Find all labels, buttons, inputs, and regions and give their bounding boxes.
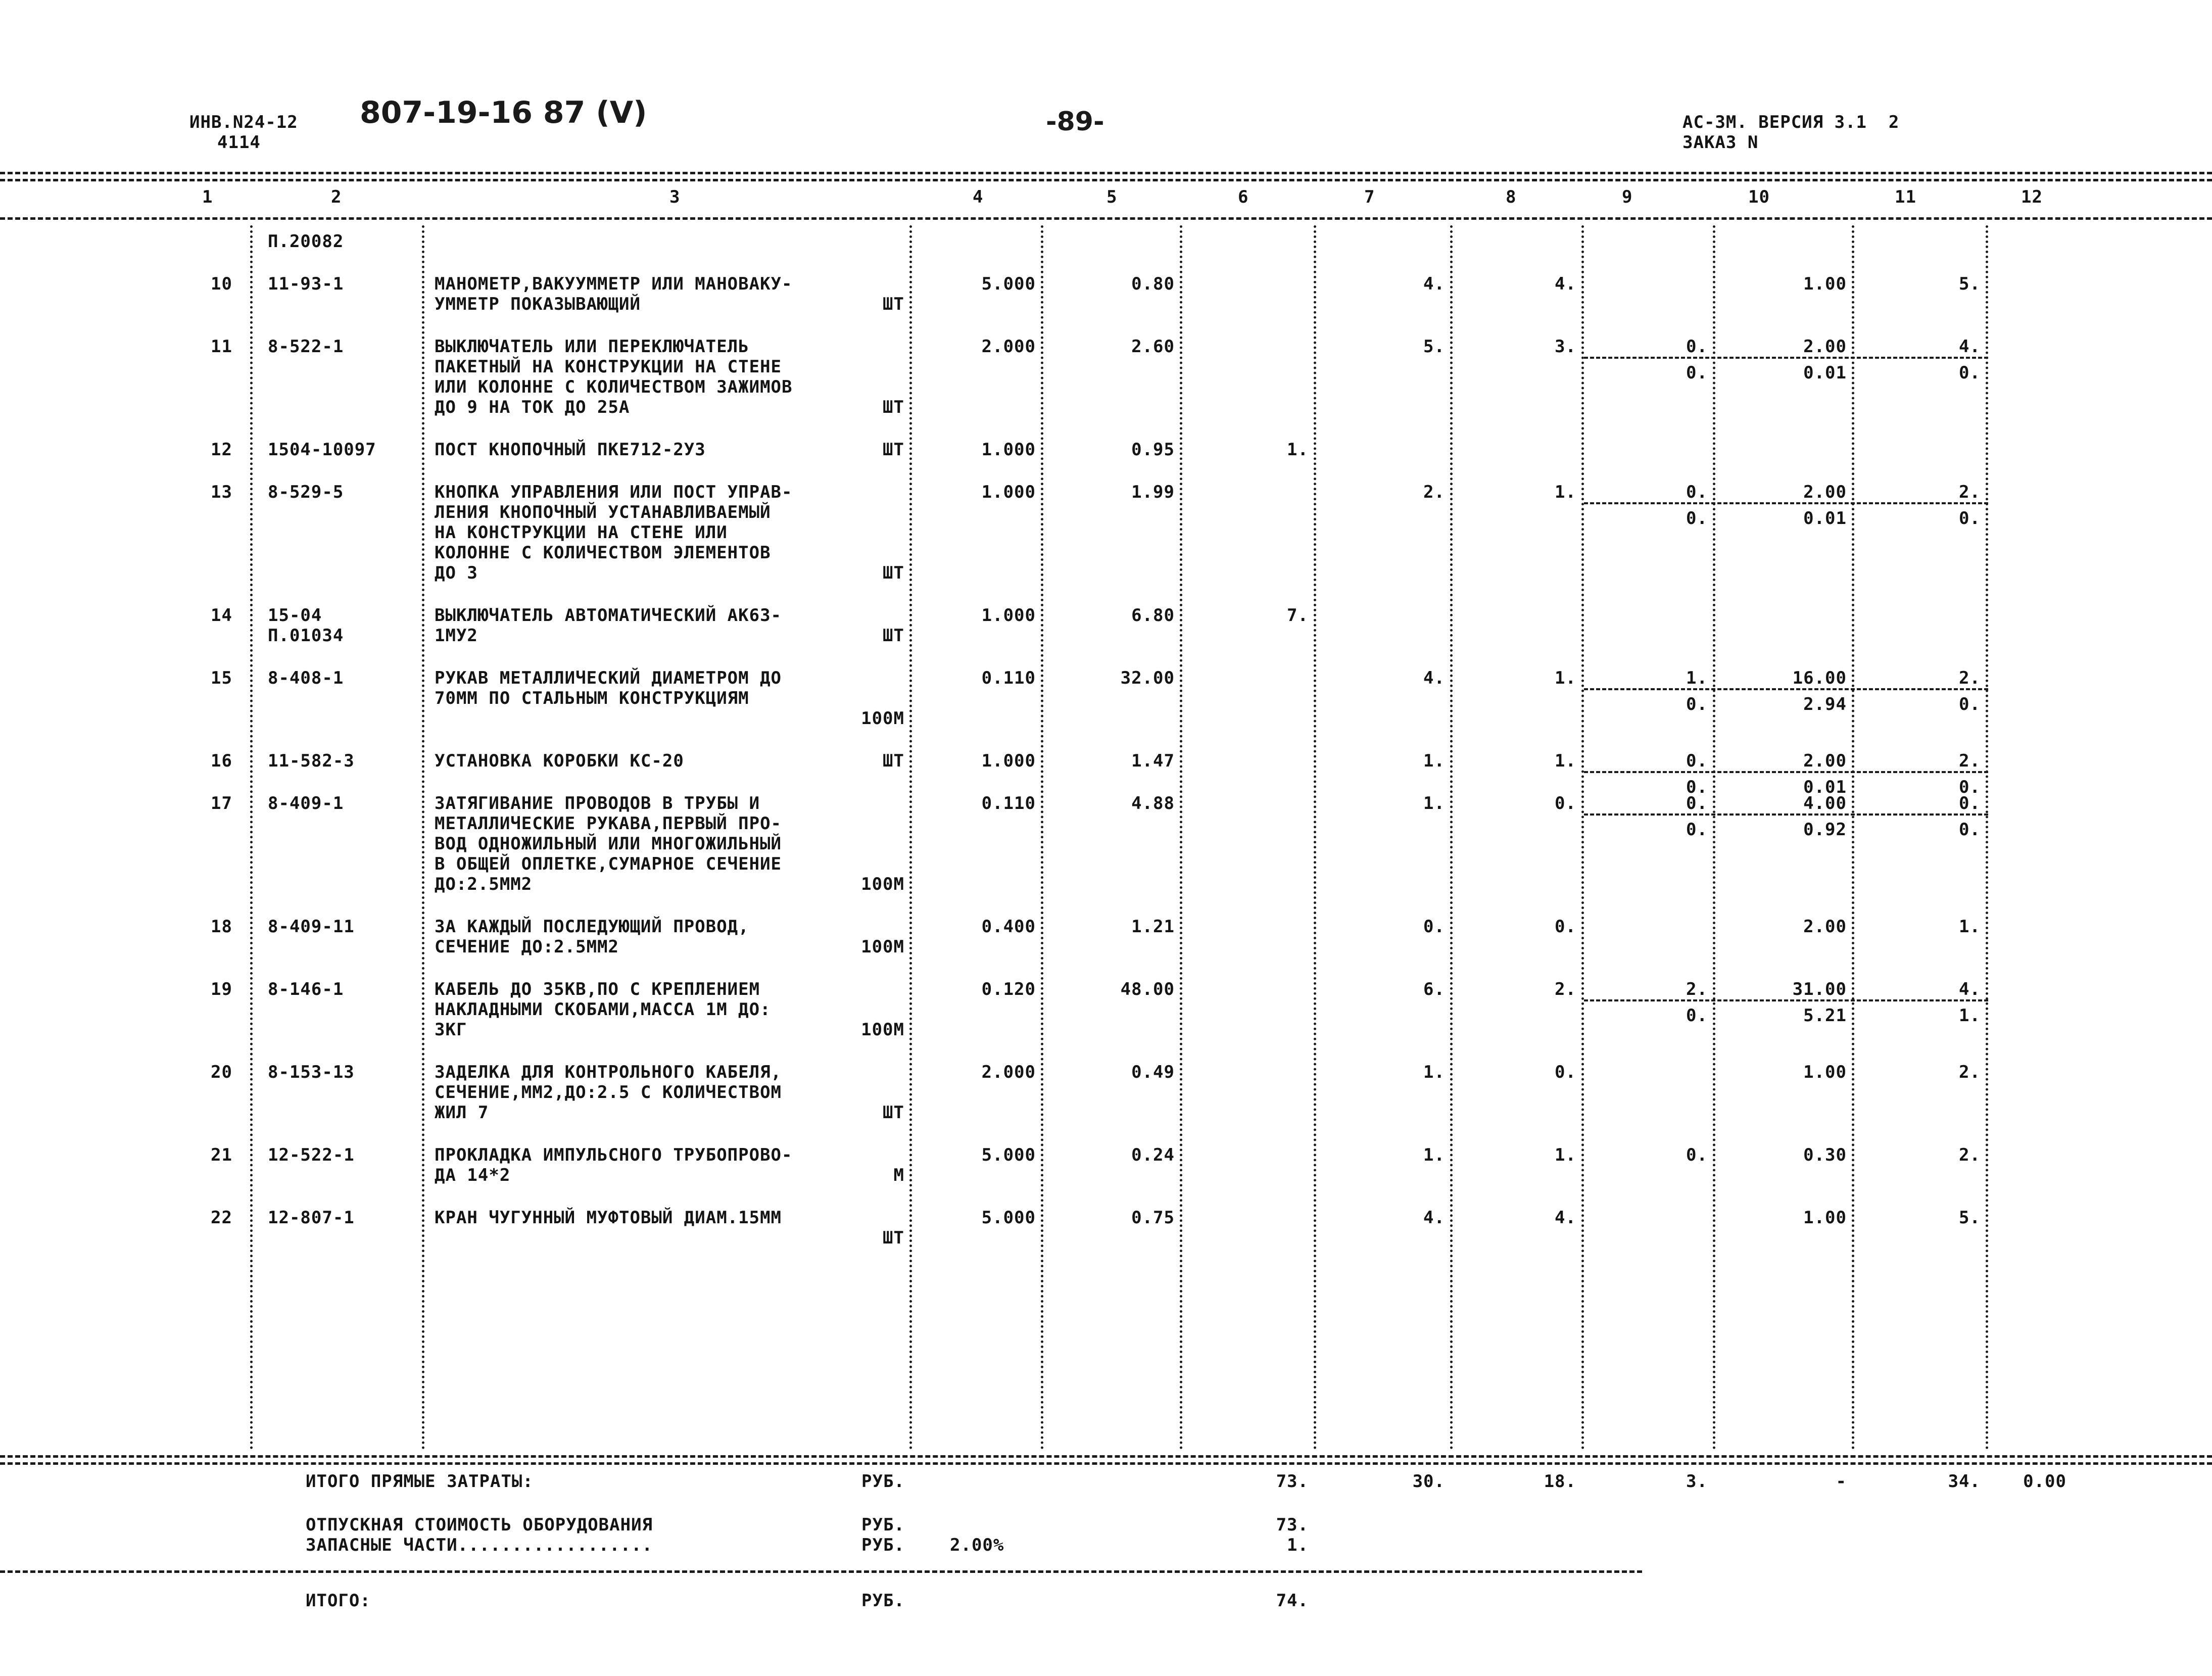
table-row-18-col-11: 1.: [1959, 917, 1981, 937]
table-row-20-unit: ШТ: [883, 1103, 904, 1123]
table-row-pre-code: П.20082: [268, 231, 344, 252]
column-separator-11: [1986, 225, 1988, 1450]
table-row-17-sub-col-9: 0.: [1686, 820, 1708, 840]
table-row-21-number: 21: [211, 1145, 232, 1165]
table-row-19-subtotal-rule: [1584, 999, 1988, 1001]
table-row-21-col-4: 5.000: [981, 1145, 1036, 1165]
spares-col-6: 1.: [1287, 1535, 1309, 1555]
table-row-13-col-4: 1.000: [981, 482, 1036, 502]
table-row-11-col-10: 2.00: [1803, 337, 1847, 357]
table-row-12-number: 12: [211, 440, 232, 460]
table-row-13-col-7: 2.: [1423, 482, 1445, 502]
table-row-22-col-8: 4.: [1555, 1208, 1576, 1228]
table-row-19-col-9: 2.: [1686, 979, 1708, 999]
table-row-11-unit: ШТ: [883, 397, 904, 417]
table-row-16-unit: ШТ: [883, 751, 904, 771]
table-row-19-description: НАКЛАДНЫМИ СКОБАМИ,МАССА 1М ДО:: [435, 999, 771, 1020]
column-number-6: 6: [1238, 187, 1249, 207]
table-row-15-col-4: 0.110: [981, 668, 1036, 688]
table-row-17-col-7: 1.: [1423, 793, 1445, 813]
table-row-17-sub-col-10: 0.92: [1803, 820, 1847, 840]
table-row-17-col-10: 4.00: [1803, 793, 1847, 813]
table-row-15-description: РУКАВ МЕТАЛЛИЧЕСКИЙ ДИАМЕТРОМ ДО: [435, 668, 782, 688]
table-row-21-description: ДА 14*2: [435, 1165, 511, 1185]
table-row-16-number: 16: [211, 751, 232, 771]
total-direct-col-7: 30.: [1412, 1471, 1445, 1492]
totals-top-rule-2: [0, 1462, 2212, 1465]
table-row-17-code: 8-409-1: [268, 793, 344, 813]
table-row-17-description: ДО:2.5ММ2: [435, 874, 533, 894]
table-row-16-subtotal-rule: [1584, 771, 1988, 773]
table-row-19-code: 8-146-1: [268, 979, 344, 999]
total-direct-label: ИТОГО ПРЯМЫЕ ЗАТРАТЫ:: [306, 1471, 534, 1492]
table-row-13-subtotal-rule: [1584, 502, 1988, 504]
inventory-number: ИНВ.N24-12: [189, 112, 298, 132]
table-row-13-description: ДО 3: [435, 563, 478, 583]
table-row-15-col-10: 16.00: [1792, 668, 1847, 688]
column-separator-5: [1180, 225, 1182, 1450]
spares-label: ЗАПАСНЫЕ ЧАСТИ..................: [306, 1535, 653, 1555]
column-separator-3: [909, 225, 912, 1450]
column-number-5: 5: [1107, 187, 1118, 207]
table-row-21-col-11: 2.: [1959, 1145, 1981, 1165]
table-row-13-sub-col-10: 0.01: [1803, 508, 1847, 529]
table-row-12-col-5: 0.95: [1131, 440, 1175, 460]
table-row-20-col-5: 0.49: [1131, 1062, 1175, 1082]
column-separator-8: [1581, 225, 1584, 1450]
table-row-11-col-8: 3.: [1555, 337, 1576, 357]
table-row-16-sub-col-11: 0.: [1959, 777, 1981, 797]
table-row-19-col-8: 2.: [1555, 979, 1576, 999]
table-row-20-col-11: 2.: [1959, 1062, 1981, 1082]
table-row-14-col-4: 1.000: [981, 605, 1036, 626]
table-row-15-col-7: 4.: [1423, 668, 1445, 688]
table-row-10-col-10: 1.00: [1803, 274, 1847, 294]
column-number-10: 10: [1748, 187, 1770, 207]
table-row-20-col-4: 2.000: [981, 1062, 1036, 1082]
table-row-18-code: 8-409-11: [268, 917, 355, 937]
table-row-15-code: 8-408-1: [268, 668, 344, 688]
page-number: -89-: [1046, 107, 1104, 137]
table-row-18-unit: 100М: [861, 937, 904, 957]
column-number-9: 9: [1622, 187, 1633, 207]
table-row-17-col-5: 4.88: [1131, 793, 1175, 813]
table-row-16-col-4: 1.000: [981, 751, 1036, 771]
table-row-12-unit: ШТ: [883, 440, 904, 460]
table-row-14-description: ВЫКЛЮЧАТЕЛЬ АВТОМАТИЧЕСКИЙ АК63-: [435, 605, 782, 626]
table-row-10-unit: ШТ: [883, 294, 904, 314]
column-separator-9: [1713, 225, 1715, 1450]
table-row-17-col-9: 0.: [1686, 793, 1708, 813]
column-separator-6: [1314, 225, 1316, 1450]
table-row-16-code: 11-582-3: [268, 751, 355, 771]
table-row-13-sub-col-9: 0.: [1686, 508, 1708, 529]
table-row-19-number: 19: [211, 979, 232, 999]
table-row-13-unit: ШТ: [883, 563, 904, 583]
table-row-16-col-7: 1.: [1423, 751, 1445, 771]
column-number-3: 3: [669, 187, 681, 207]
table-row-20-number: 20: [211, 1062, 232, 1082]
table-row-14-code: 15-04: [268, 605, 322, 626]
table-row-14-description: 1МУ2: [435, 626, 478, 646]
column-number-7: 7: [1364, 187, 1375, 207]
spares-unit: РУБ.: [861, 1535, 905, 1555]
inventory-suffix: 4114: [217, 132, 261, 153]
table-row-17-number: 17: [211, 793, 232, 813]
table-row-20-description: ЗАДЕЛКА ДЛЯ КОНТРОЛЬНОГО КАБЕЛЯ,: [435, 1062, 782, 1082]
table-row-16-col-11: 2.: [1959, 751, 1981, 771]
table-row-16-col-5: 1.47: [1131, 751, 1175, 771]
table-row-10-col-4: 5.000: [981, 274, 1036, 294]
total-direct-col-9: 3.: [1686, 1471, 1708, 1492]
column-separator-4: [1041, 225, 1043, 1450]
table-row-10-code: 11-93-1: [268, 274, 344, 294]
table-row-13-description: КНОПКА УПРАВЛЕНИЯ ИЛИ ПОСТ УПРАВ-: [435, 482, 793, 502]
table-top-rule-2: [0, 179, 2212, 181]
table-row-19-col-10: 31.00: [1792, 979, 1847, 999]
table-row-11-description: ДО 9 НА ТОК ДО 25А: [435, 397, 630, 417]
table-row-11-col-11: 4.: [1959, 337, 1981, 357]
table-row-19-col-7: 6.: [1423, 979, 1445, 999]
totals-top-rule: [0, 1455, 2212, 1458]
table-row-22-unit: ШТ: [883, 1228, 904, 1248]
table-row-17-subtotal-rule: [1584, 813, 1988, 816]
column-separator-7: [1450, 225, 1453, 1450]
column-number-2: 2: [331, 187, 342, 207]
table-row-18-description: СЕЧЕНИЕ ДО:2.5ММ2: [435, 937, 619, 957]
table-row-17-col-4: 0.110: [981, 793, 1036, 813]
table-row-18-description: ЗА КАЖДЫЙ ПОСЛЕДУЮЩИЙ ПРОВОД,: [435, 917, 749, 937]
table-row-19-sub-col-9: 0.: [1686, 1005, 1708, 1026]
table-row-11-sub-col-11: 0.: [1959, 363, 1981, 383]
table-row-11-col-9: 0.: [1686, 337, 1708, 357]
table-row-19-unit: 100М: [861, 1020, 904, 1040]
table-row-11-sub-col-9: 0.: [1686, 363, 1708, 383]
column-separator-1: [250, 225, 253, 1450]
grand-total-label: ИТОГО:: [306, 1591, 371, 1611]
table-row-21-description: ПРОКЛАДКА ИМПУЛЬСНОГО ТРУБОПРОВО-: [435, 1145, 793, 1165]
column-separator-10: [1852, 225, 1854, 1450]
table-row-19-col-11: 4.: [1959, 979, 1981, 999]
table-row-15-col-11: 2.: [1959, 668, 1981, 688]
grand-total-unit: РУБ.: [861, 1591, 905, 1611]
equipment-label: ОТПУСКНАЯ СТОИМОСТЬ ОБОРУДОВАНИЯ: [306, 1515, 653, 1535]
handwritten-project-code: 807-19-16 87 (Ⅴ): [360, 95, 647, 130]
table-row-20-description: ЖИЛ 7: [435, 1103, 489, 1123]
table-row-18-col-10: 2.00: [1803, 917, 1847, 937]
total-direct-unit: РУБ.: [861, 1471, 905, 1492]
total-direct-col-10: -: [1836, 1471, 1847, 1492]
table-row-12-description: ПОСТ КНОПОЧНЫЙ ПКЕ712-2У3: [435, 440, 706, 460]
table-row-17-description: В ОБЩЕЙ ОПЛЕТКЕ,СУМАРНОЕ СЕЧЕНИЕ: [435, 854, 782, 874]
table-row-19-description: 3КГ: [435, 1020, 467, 1040]
table-row-15-unit: 100М: [861, 708, 904, 729]
table-row-20-description: СЕЧЕНИЕ,ММ2,ДО:2.5 С КОЛИЧЕСТВОМ: [435, 1082, 782, 1103]
table-row-16-col-10: 2.00: [1803, 751, 1847, 771]
table-row-17-sub-col-11: 0.: [1959, 820, 1981, 840]
total-direct-col-11: 34.: [1948, 1471, 1981, 1492]
table-row-13-description: ЛЕНИЯ КНОПОЧНЫЙ УСТАНАВЛИВАЕМЫЙ: [435, 502, 771, 522]
column-number-12: 12: [2021, 187, 2043, 207]
order-number: ЗАКАЗ N: [1682, 132, 1759, 153]
table-row-11-subtotal-rule: [1584, 357, 1988, 359]
table-row-15-col-5: 32.00: [1120, 668, 1175, 688]
table-row-17-description: МЕТАЛЛИЧЕСКИЕ РУКАВА,ПЕРВЫЙ ПРО-: [435, 813, 782, 834]
table-row-14-col-5: 6.80: [1131, 605, 1175, 626]
table-row-13-code: 8-529-5: [268, 482, 344, 502]
equipment-col-6: 73.: [1276, 1515, 1309, 1535]
table-row-18-col-4: 0.400: [981, 917, 1036, 937]
table-row-15-sub-col-9: 0.: [1686, 694, 1708, 714]
table-row-19-col-4: 0.120: [981, 979, 1036, 999]
table-row-22-col-4: 5.000: [981, 1208, 1036, 1228]
table-row-15-description: 70ММ ПО СТАЛЬНЫМ КОНСТРУКЦИЯМ: [435, 688, 749, 708]
table-row-15-sub-col-10: 2.94: [1803, 694, 1847, 714]
table-row-16-col-9: 0.: [1686, 751, 1708, 771]
table-row-11-sub-col-10: 0.01: [1803, 363, 1847, 383]
table-row-20-col-10: 1.00: [1803, 1062, 1847, 1082]
total-direct-col-12: 0.00: [2023, 1471, 2066, 1492]
table-row-19-sub-col-11: 1.: [1959, 1005, 1981, 1026]
table-row-22-code: 12-807-1: [268, 1208, 355, 1228]
table-row-15-col-8: 1.: [1555, 668, 1576, 688]
spares-percent: 2.00%: [950, 1535, 1004, 1555]
table-row-10-number: 10: [211, 274, 232, 294]
column-number-11: 11: [1895, 187, 1916, 207]
table-row-20-code: 8-153-13: [268, 1062, 355, 1082]
table-row-11-col-5: 2.60: [1131, 337, 1175, 357]
table-row-11-code: 8-522-1: [268, 337, 344, 357]
table-row-14-unit: ШТ: [883, 626, 904, 646]
table-row-12-col-6: 1.: [1287, 440, 1309, 460]
table-row-22-col-5: 0.75: [1131, 1208, 1175, 1228]
table-row-17-description: ВОД ОДНОЖИЛЬНЫЙ ИЛИ МНОГОЖИЛЬНЫЙ: [435, 834, 782, 854]
table-row-16-col-8: 1.: [1555, 751, 1576, 771]
column-number-1: 1: [202, 187, 213, 207]
table-row-16-sub-col-10: 0.01: [1803, 777, 1847, 797]
table-row-11-description: ИЛИ КОЛОННЕ С КОЛИЧЕСТВОМ ЗАЖИМОВ: [435, 377, 793, 397]
table-row-21-col-8: 1.: [1555, 1145, 1576, 1165]
table-row-11-description: ПАКЕТНЫЙ НА КОНСТРУКЦИИ НА СТЕНЕ: [435, 357, 782, 377]
total-direct-col-6: 73.: [1276, 1471, 1309, 1492]
table-row-22-description: КРАН ЧУГУННЫЙ МУФТОВЫЙ ДИАМ.15ММ: [435, 1208, 782, 1228]
table-row-10-description: МАНОМЕТР,ВАКУУММЕТР ИЛИ МАНОВАКУ-: [435, 274, 793, 294]
table-row-19-description: КАБЕЛЬ ДО 35КВ,ПО С КРЕПЛЕНИЕМ: [435, 979, 760, 999]
table-row-14-col-6: 7.: [1287, 605, 1309, 626]
table-row-10-col-8: 4.: [1555, 274, 1576, 294]
table-row-15-col-9: 1.: [1686, 668, 1708, 688]
table-row-13-col-10: 2.00: [1803, 482, 1847, 502]
total-direct-col-8: 18.: [1544, 1471, 1576, 1492]
table-row-10-col-7: 4.: [1423, 274, 1445, 294]
table-row-13-number: 13: [211, 482, 232, 502]
table-row-11-number: 11: [211, 337, 232, 357]
table-row-17-col-11: 0.: [1959, 793, 1981, 813]
table-row-10-col-11: 5.: [1959, 274, 1981, 294]
equipment-unit: РУБ.: [861, 1515, 905, 1535]
table-row-13-col-8: 1.: [1555, 482, 1576, 502]
table-row-11-col-7: 5.: [1423, 337, 1445, 357]
table-row-22-col-7: 4.: [1423, 1208, 1445, 1228]
column-separator-2: [422, 225, 424, 1450]
table-row-14-number: 14: [211, 605, 232, 626]
table-row-18-col-5: 1.21: [1131, 917, 1175, 937]
table-row-21-col-5: 0.24: [1131, 1145, 1175, 1165]
table-row-17-col-8: 0.: [1555, 793, 1576, 813]
table-row-22-number: 22: [211, 1208, 232, 1228]
table-row-20-col-8: 0.: [1555, 1062, 1576, 1082]
column-number-4: 4: [973, 187, 984, 207]
table-row-19-sub-col-10: 5.21: [1803, 1005, 1847, 1026]
table-row-15-subtotal-rule: [1584, 688, 1988, 690]
table-row-11-col-4: 2.000: [981, 337, 1036, 357]
table-row-13-description: НА КОНСТРУКЦИИ НА СТЕНЕ ИЛИ: [435, 522, 728, 543]
table-row-15-number: 15: [211, 668, 232, 688]
table-row-12-col-4: 1.000: [981, 440, 1036, 460]
table-row-11-description: ВЫКЛЮЧАТЕЛЬ ИЛИ ПЕРЕКЛЮЧАТЕЛЬ: [435, 337, 749, 357]
table-row-21-col-10: 0.30: [1803, 1145, 1847, 1165]
table-row-13-col-9: 0.: [1686, 482, 1708, 502]
column-number-8: 8: [1506, 187, 1517, 207]
table-row-10-description: УММЕТР ПОКАЗЫВАЮЩИЙ: [435, 294, 641, 314]
table-row-21-col-9: 0.: [1686, 1145, 1708, 1165]
table-row-15-sub-col-11: 0.: [1959, 694, 1981, 714]
table-row-17-description: ЗАТЯГИВАНИЕ ПРОВОДОВ В ТРУБЫ И: [435, 793, 760, 813]
table-row-10-col-5: 0.80: [1131, 274, 1175, 294]
table-row-17-unit: 100М: [861, 874, 904, 894]
table-row-14-code: П.01034: [268, 626, 344, 646]
table-row-21-col-7: 1.: [1423, 1145, 1445, 1165]
grand-total-col-6: 74.: [1276, 1591, 1309, 1611]
table-row-18-col-8: 0.: [1555, 917, 1576, 937]
table-row-13-col-5: 1.99: [1131, 482, 1175, 502]
table-row-21-code: 12-522-1: [268, 1145, 355, 1165]
table-row-21-unit: М: [893, 1165, 904, 1185]
table-row-19-col-5: 48.00: [1120, 979, 1175, 999]
grand-total-rule: [0, 1570, 1642, 1573]
table-row-13-sub-col-11: 0.: [1959, 508, 1981, 529]
table-row-22-col-10: 1.00: [1803, 1208, 1847, 1228]
table-row-20-col-7: 1.: [1423, 1062, 1445, 1082]
program-version: АС-3М. ВЕРСИЯ 3.1 2: [1682, 112, 1900, 132]
table-row-18-col-7: 0.: [1423, 917, 1445, 937]
table-row-22-col-11: 5.: [1959, 1208, 1981, 1228]
table-row-13-description: КОЛОННЕ С КОЛИЧЕСТВОМ ЭЛЕМЕНТОВ: [435, 543, 771, 563]
header-bottom-rule: [0, 217, 2212, 220]
table-row-18-number: 18: [211, 917, 232, 937]
table-row-12-code: 1504-10097: [268, 440, 376, 460]
table-row-16-description: УСТАНОВКА КОРОБКИ КС-20: [435, 751, 684, 771]
table-row-13-col-11: 2.: [1959, 482, 1981, 502]
table-row-16-sub-col-9: 0.: [1686, 777, 1708, 797]
table-top-rule: [0, 172, 2212, 174]
